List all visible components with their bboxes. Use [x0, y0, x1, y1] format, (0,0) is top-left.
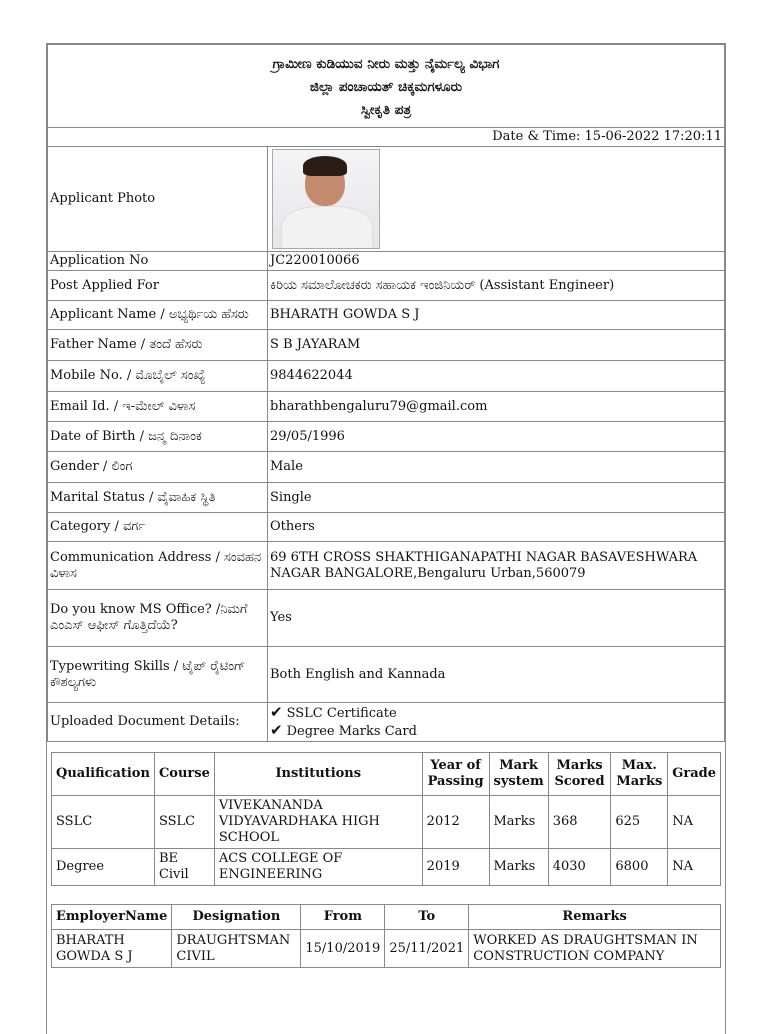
table-row — [52, 930, 721, 968]
check-icon: ✔ — [270, 703, 283, 721]
cell-to: 25/11/2021 — [385, 930, 469, 968]
cell-course: BE Civil — [154, 849, 214, 886]
col-to: To — [385, 905, 469, 930]
cell-employer: BHARATH GOWDA S J — [52, 930, 172, 968]
cell-year: 2019 — [422, 849, 489, 886]
form-header — [48, 45, 725, 128]
category-value: Others — [268, 513, 725, 542]
msoffice-label: Do you know MS Office? /ನಿಮಗೆ ಎಂಎಸ್ ಆಫೀಸ್ ಗೊತ್ತಿದೆಯೆ? — [48, 590, 268, 647]
msoffice-value: Yes — [268, 590, 725, 647]
applicant-photo — [272, 149, 380, 249]
check-icon: ✔ — [270, 721, 283, 739]
cell-max-marks: 6800 — [611, 849, 668, 886]
acknowledgement-form — [46, 43, 726, 1034]
typing-label: Typewriting Skills / ಟೈಪ್ ರೈಟಿಂಗ್ ಕೌಶಲ್ಯಗಳು — [48, 647, 268, 703]
photo-label: Applicant Photo — [48, 147, 268, 252]
email-label: Email Id. / ಇ-ಮೇಲ್ ವಿಳಾಸ — [48, 392, 268, 422]
department-title: ಗ್ರಾಮೀಣ ಕುಡಿಯುವ ನೀರು ಮತ್ತು ನೈರ್ಮಲ್ಯ ವಿಭಾಗ — [272, 55, 500, 72]
doc-item — [270, 704, 722, 722]
document-title: ಸ್ವೀಕೃತಿ ಪತ್ರ — [360, 101, 412, 118]
cell-course: SSLC — [154, 796, 214, 849]
cell-marks-scored: 368 — [548, 796, 611, 849]
cell-remarks: WORKED AS DRAUGHTSMAN IN CONSTRUCTION COMPANY — [469, 930, 721, 968]
mobile-label: Mobile No. / ಮೊಬೈಲ್ ಸಂಖ್ಯೆ — [48, 361, 268, 392]
cell-marks-scored: 4030 — [548, 849, 611, 886]
dob-value: 29/05/1996 — [268, 422, 725, 452]
app-no-label: Application No — [48, 252, 268, 271]
cell-grade: NA — [668, 796, 721, 849]
col-employer: EmployerName — [52, 905, 172, 930]
qualification-table — [51, 752, 721, 886]
cell-qualification: Degree — [52, 849, 155, 886]
applicant-details-table — [47, 44, 725, 742]
father-value: S B JAYARAM — [268, 330, 725, 361]
cell-grade: NA — [668, 849, 721, 886]
col-mark-system: Mark system — [489, 753, 548, 796]
docs-label: Uploaded Document Details: — [48, 703, 268, 742]
employment-header-row — [52, 905, 721, 930]
doc-item-label: Degree Marks Card — [286, 724, 417, 739]
col-remarks: Remarks — [469, 905, 721, 930]
col-qualification: Qualification — [52, 753, 155, 796]
email-value: bharathbengaluru79@gmail.com — [268, 392, 725, 422]
category-label: Category / ವರ್ಗ — [48, 513, 268, 542]
cell-year: 2012 — [422, 796, 489, 849]
col-institutions: Institutions — [214, 753, 422, 796]
name-label: Applicant Name / ಅಭ್ಯರ್ಥಿಯ ಹೆಸರು — [48, 301, 268, 330]
date-time: Date & Time: 15-06-2022 17:20:11 — [48, 128, 725, 147]
col-course: Course — [154, 753, 214, 796]
docs-list — [268, 703, 725, 742]
col-year: Year of Passing — [422, 753, 489, 796]
gender-value: Male — [268, 452, 725, 483]
gender-label: Gender / ಲಿಂಗ — [48, 452, 268, 483]
employment-table — [51, 904, 721, 968]
marital-label: Marital Status / ವೈವಾಹಿಕ ಸ್ಥಿತಿ — [48, 483, 268, 513]
doc-item-label: SSLC Certificate — [286, 706, 397, 721]
qualification-header-row — [52, 753, 721, 796]
marital-value: Single — [268, 483, 725, 513]
cell-designation: DRAUGHTSMAN CIVIL — [172, 930, 301, 968]
col-marks-scored: Marks Scored — [548, 753, 611, 796]
col-max-marks: Max. Marks — [611, 753, 668, 796]
col-from: From — [301, 905, 385, 930]
table-row — [52, 849, 721, 886]
post-label: Post Applied For — [48, 271, 268, 301]
mobile-value: 9844622044 — [268, 361, 725, 392]
address-value: 69 6TH CROSS SHAKTHIGANAPATHI NAGAR BASAVESHWARA NAGAR BANGALORE,Bengaluru Urban,560079 — [268, 542, 725, 590]
doc-item — [270, 722, 722, 740]
cell-mark-system: Marks — [489, 796, 548, 849]
typing-value: Both English and Kannada — [268, 647, 725, 703]
dob-label: Date of Birth / ಜನ್ಮ ದಿನಾಂಕ — [48, 422, 268, 452]
col-grade: Grade — [668, 753, 721, 796]
district-title: ಜಿಲ್ಲಾ ಪಂಚಾಯತ್ ಚಿಕ್ಕಮಗಳೂರು — [309, 78, 463, 95]
photo-row — [48, 147, 725, 252]
cell-qualification: SSLC — [52, 796, 155, 849]
father-label: Father Name / ತಂದೆ ಹೆಸರು — [48, 330, 268, 361]
cell-institution: VIVEKANANDA VIDYAVARDHAKA HIGH SCHOOL — [214, 796, 422, 849]
name-value: BHARATH GOWDA S J — [268, 301, 725, 330]
col-designation: Designation — [172, 905, 301, 930]
cell-mark-system: Marks — [489, 849, 548, 886]
cell-from: 15/10/2019 — [301, 930, 385, 968]
app-no-value: JC220010066 — [268, 252, 725, 271]
address-label: Communication Address / ಸಂವಹನ ವಿಳಾಸ — [48, 542, 268, 590]
post-value: ಕಿರಿಯ ಸಮಾಲೋಚಕರು ಸಹಾಯಕ ಇಂಜಿನಿಯರ್ (Assistant Engineer) — [268, 271, 725, 301]
cell-max-marks: 625 — [611, 796, 668, 849]
table-row — [52, 796, 721, 849]
cell-institution: ACS COLLEGE OF ENGINEERING — [214, 849, 422, 886]
